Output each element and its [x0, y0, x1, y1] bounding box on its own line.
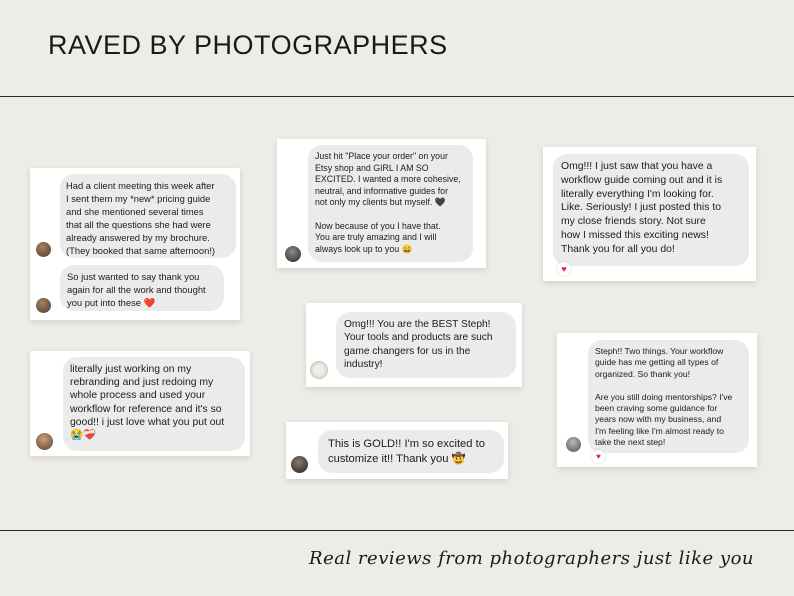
avatar	[36, 298, 51, 313]
review-message: Just hit "Place your order" on your Etsy shop and GIRL I AM SO EXCITED. I wanted a more cohesive, neutral, and informative guides for not only my clients but myself. 🖤 Now because of you I have that. You are truly amazing and I will always look up to you 😄	[308, 145, 473, 262]
heart-reaction-icon: ♥	[592, 450, 605, 463]
review-message: Omg!!! I just saw that you have a workflow guide coming out and it is literally everything I'm looking for. Like. Seriously! I just posted this to my close friends story. Not sure how I missed this exciting news! Thank you for all you do!	[553, 154, 749, 266]
review-card-3	[277, 139, 486, 268]
avatar	[285, 246, 301, 262]
tagline: Real reviews from photographers just like you	[309, 548, 754, 569]
review-message: So just wanted to say thank you again for all the work and thought you put into these ❤️	[60, 265, 224, 311]
avatar	[36, 433, 53, 450]
top-divider	[0, 96, 794, 97]
review-card-1	[30, 168, 240, 320]
review-message: This is GOLD!! I'm so excited to customize it!! Thank you 🤠	[318, 430, 504, 473]
review-message: Steph!! Two things. Your workflow guide has me getting all types of organized. So thank you! Are you still doing mentorships? I've been craving some guidance for years now with my business, and I'm feeling like I'm almost ready to take the next step!	[588, 340, 749, 453]
review-card-7	[557, 333, 757, 467]
review-message: Had a client meeting this week after I sent them my *new* pricing guide and she mentioned several times that all the questions she had were already answered by my brochure. (They booked that same afternoon!)	[60, 174, 236, 258]
review-card-5	[286, 422, 508, 479]
review-message: literally just working on my rebranding and just redoing my whole process and used your workflow for reference and it's so good!! i just love what you put out 😭❤️‍🩹	[63, 357, 245, 451]
review-card-6	[543, 147, 756, 281]
avatar	[291, 456, 308, 473]
page-title: RAVED BY PHOTOGRAPHERS	[48, 30, 448, 60]
bottom-divider	[0, 530, 794, 531]
avatar	[310, 361, 328, 379]
review-message: Omg!!! You are the BEST Steph! Your tools and products are such game changers for us in the industry!	[336, 312, 516, 378]
review-card-4	[306, 303, 522, 387]
avatar	[36, 242, 51, 257]
heart-reaction-icon: ♥	[557, 262, 571, 276]
avatar	[566, 437, 581, 452]
review-card-2	[30, 351, 250, 456]
